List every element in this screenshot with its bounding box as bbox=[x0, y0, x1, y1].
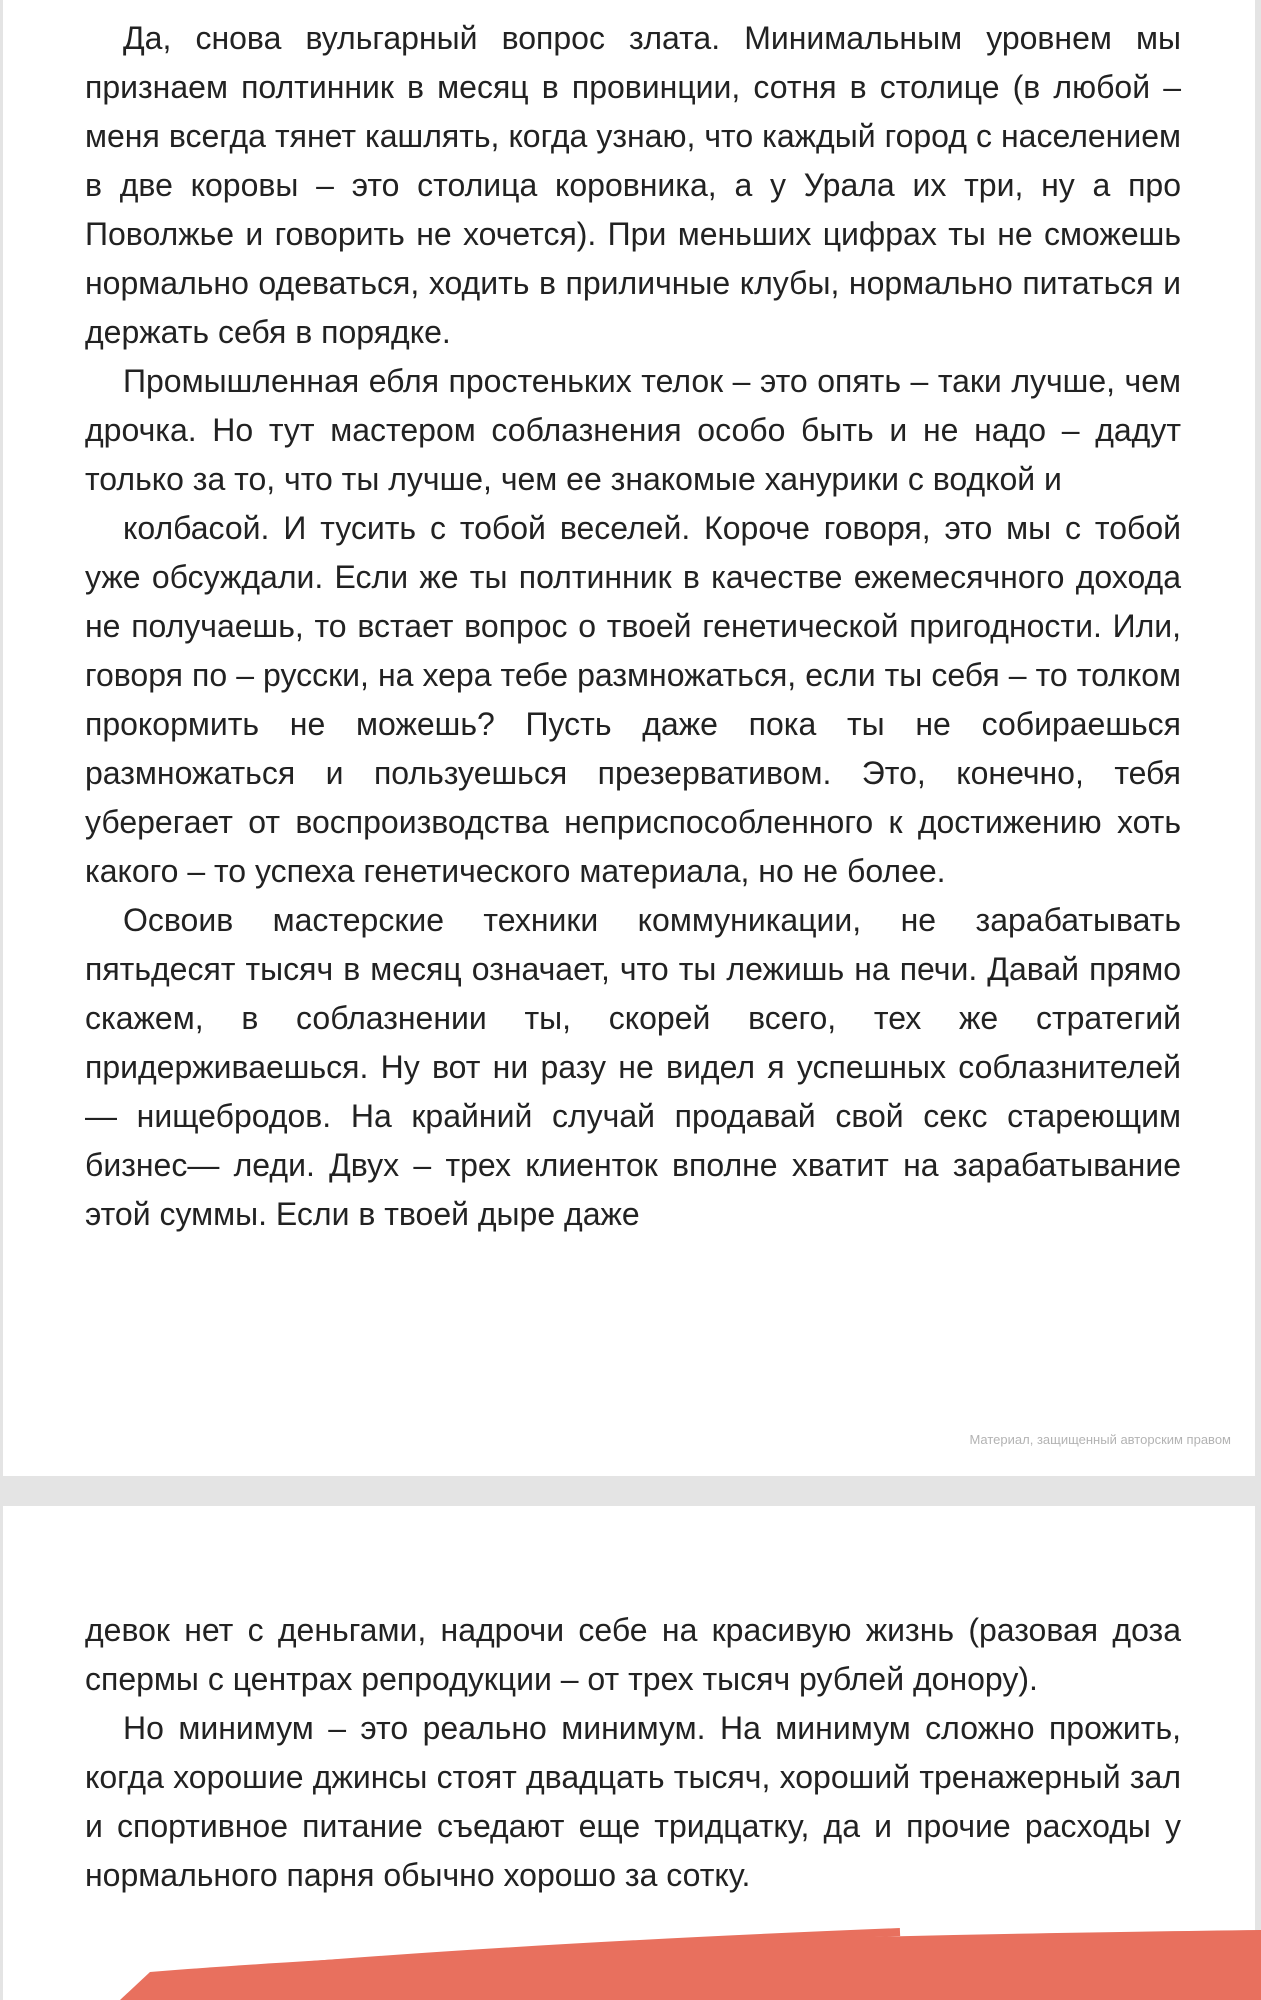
book-page-top bbox=[3, 0, 1255, 1476]
paragraph: Освоив мастерские техники коммуникации, не зарабатывать пятьдесят тысяч в месяц означает, что ты лежишь на печи. Давай прямо скажем, в соблазнении ты, скорей всего, тех же стратегий придерживаешься. Ну вот ни разу не видел я успешных соблазнителей— нищебродов. На крайний случай продавай свой секс стареющим бизнес— леди. Двух – трех клиенток вполне хватит на зарабатывание этой суммы. Если в твоей дыре даже bbox=[85, 902, 1181, 1232]
paragraph: Промышленная ебля простеньких телок – это опять – таки лучше, чем дрочка. Но тут мастером соблазнения особо быть и не надо – дадут только за то, что ты лучше, чем ее знакомые ханурики с водкой и bbox=[85, 363, 1181, 497]
copyright-watermark: Материал, защищенный авторским правом bbox=[969, 1432, 1231, 1447]
book-page-bottom bbox=[3, 1506, 1255, 2000]
page-text bbox=[85, 1606, 1181, 1900]
page-text bbox=[85, 14, 1181, 1239]
paragraph: Но минимум – это реально минимум. На минимум сложно прожить, когда хорошие джинсы стоят двадцать тысяч, хороший тренажерный зал и спортивное питание съедают еще тридцатку, да и прочие расходы у нормального парня обычно хорошо за сотку. bbox=[85, 1710, 1181, 1893]
paragraph: девок нет с деньгами, надрочи себе на красивую жизнь (разовая доза спермы с центрах репродукции – от трех тысяч рублей донору). bbox=[85, 1612, 1181, 1697]
paragraph: Да, снова вульгарный вопрос злата. Минимальным уровнем мы признаем полтинник в месяц в провинции, сотня в столице (в любой – меня всегда тянет кашлять, когда узнаю, что каждый город с населением в две коровы – это столица коровника, а у Урала их три, ну а про Поволжье и говорить не хочется). При меньших цифрах ты не сможешь нормально одеваться, ходить в приличные клубы, нормально питаться и держать себя в порядке. bbox=[85, 20, 1181, 350]
paragraph: колбасой. И тусить с тобой веселей. Короче говоря, это мы с тобой уже обсуждали. Если же ты полтинник в качестве ежемесячного дохода не получаешь, то встает вопрос о твоей генетической пригодности. Или, говоря по – русски, на хера тебе размножаться, если ты себя – то толком прокормить не можешь? Пусть даже пока ты не собираешься размножаться и пользуешься презервативом. Это, конечно, тебя уберегает от воспроизводства неприспособленного к достижению хоть какого – то успеха генетического материала, но не более. bbox=[85, 510, 1181, 889]
